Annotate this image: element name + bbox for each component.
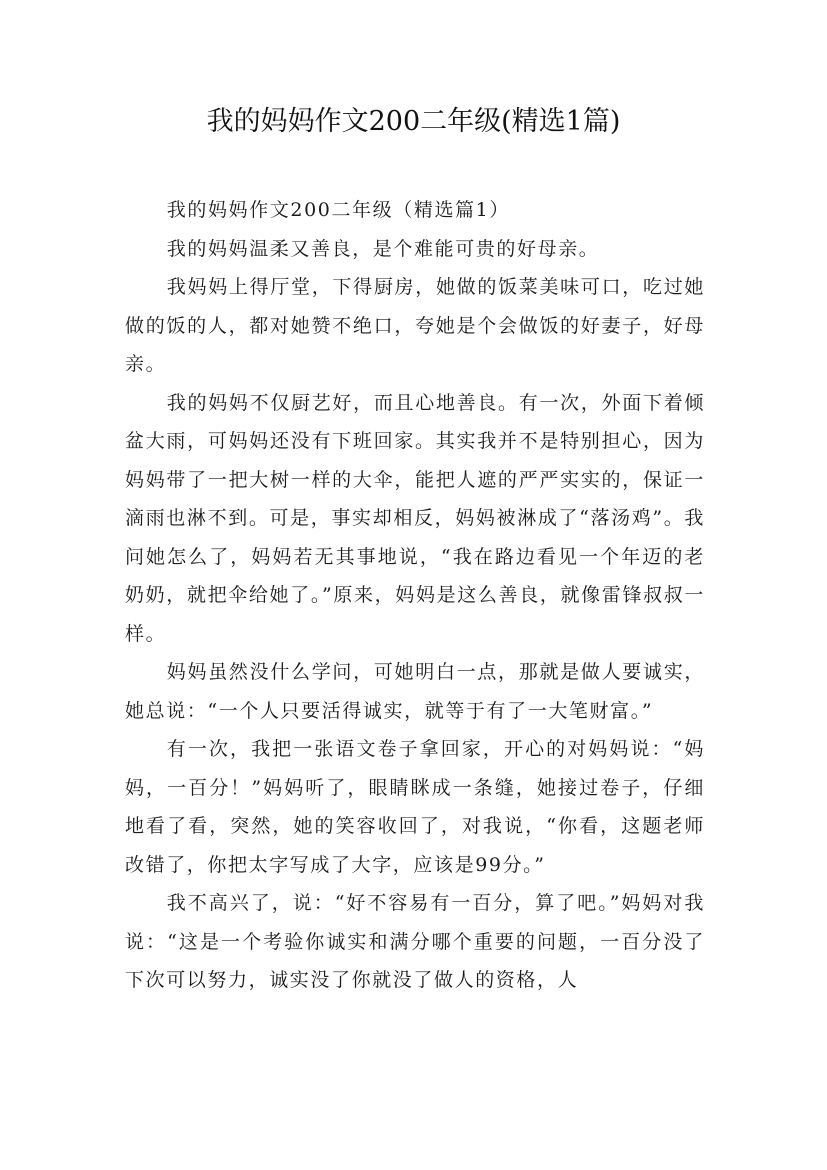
- paragraph: 妈妈虽然没什么学问，可她明白一点，那就是做人要诚实，她总说：“一个人只要活得诚实，就等于有了一大笔财富。”: [125, 661, 705, 722]
- paragraph-subtitle: 我的妈妈作文200二年级（精选篇1）: [166, 199, 510, 221]
- paragraph: 我的妈妈不仅厨艺好，而且心地善良。有一次，外面下着倾盆大雨，可妈妈还没有下班回家。其实我并不是特别担心，因为妈妈带了一把大树一样的大伞，能把人遮的严严实实的，保证一滴雨也淋不到。可是，事实却相反，妈妈被淋成了“落汤鸡”。我问她怎么了，妈妈若无其事地说，“我在路边看见一个年迈的老奶奶，就把伞给她了。”原来，妈妈是这么善良，就像雷锋叔叔一样。: [125, 391, 705, 645]
- document-body: [125, 191, 705, 1000]
- paragraph: 我的妈妈温柔又善良，是个难能可贵的好母亲。: [166, 237, 600, 260]
- paragraph: 有一次，我把一张语文卷子拿回家，开心的对妈妈说：“妈妈，一百分！”妈妈听了，眼睛眯成一条缝，她接过卷子，仔细地看了看，突然，她的笑容收回了，对我说，“你看，这题老师改错了，你把太字写成了大字，应该是99分。”: [125, 738, 705, 876]
- paragraph: 我不高兴了，说：“好不容易有一百分，算了吧。”妈妈对我说：“这是一个考验你诚实和满分哪个重要的问题，一百分没了下次可以努力，诚实没了你就没了做人的资格，人: [125, 892, 705, 991]
- document-title: 我的妈妈作文200二年级(精选1篇): [206, 106, 621, 137]
- paragraph: 我妈妈上得厅堂，下得厨房，她做的饭菜美味可口，吃过她做的饭的人，都对她赞不绝口，夸她是个会做饭的好妻子，好母亲。: [125, 276, 705, 375]
